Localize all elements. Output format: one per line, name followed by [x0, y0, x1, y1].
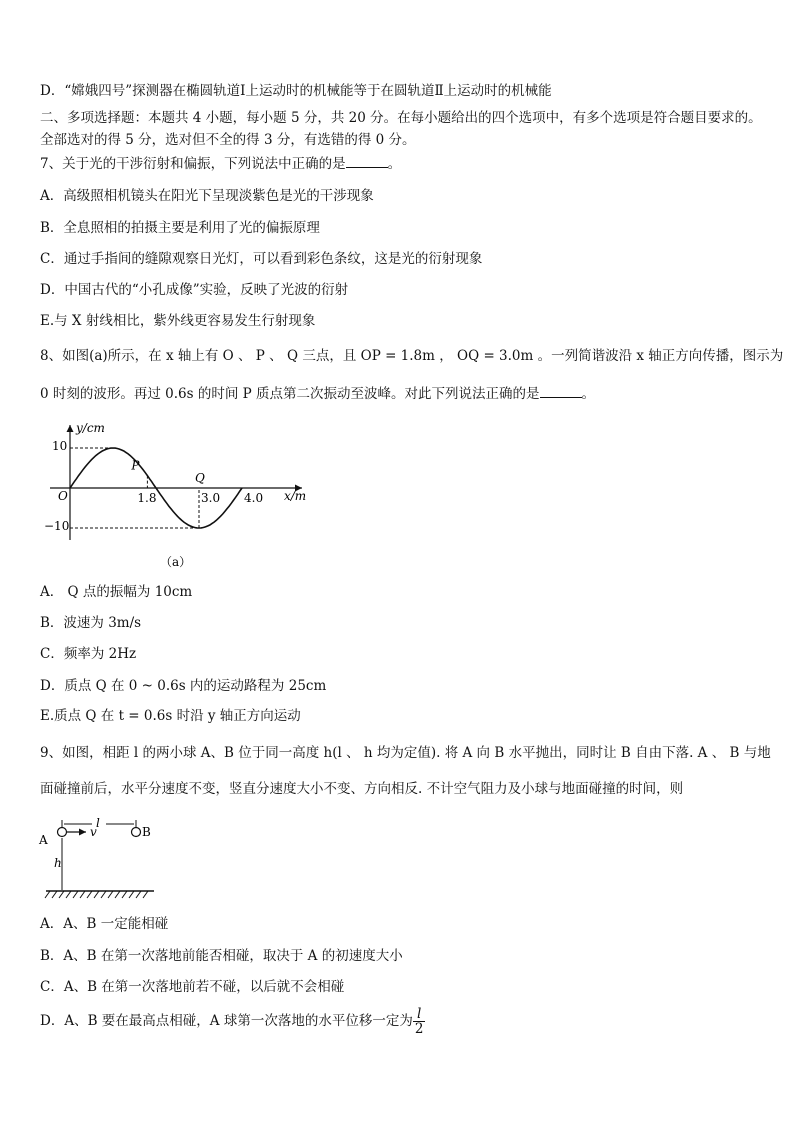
hatch-line: [73, 891, 78, 898]
q9-stem-line1: 9、如图，相距 l 的两小球 A、B 位于同一高度 h(l 、 h 均为定值). 将 A 向 B 水平抛出，同时让 B 自由下落. A 、 B 与地: [40, 745, 771, 761]
hatch-line: [129, 891, 134, 898]
q7-option-d: D．中国古代的“小孔成像”实验，反映了光波的衍射: [40, 282, 349, 298]
q6-option-d: D．“嫦娥四号”探测器在椭圆轨道Ⅰ上运动时的机械能等于在圆轨道Ⅱ上运动时的机械能: [40, 83, 552, 99]
hatch-line: [101, 891, 106, 898]
point-label-p: P: [131, 458, 140, 473]
q7-stem-end: 。: [387, 156, 402, 172]
q9-option-a: A．A、B 一定能相碰: [40, 916, 169, 932]
l-label: l: [96, 816, 100, 830]
origin-label: O: [58, 489, 68, 503]
point-label-q: Q: [195, 471, 205, 485]
balls-diagram: [36, 812, 166, 902]
figure-caption: （a）: [160, 555, 192, 569]
hatch-line: [87, 891, 92, 898]
ball-b-label: B: [142, 825, 151, 839]
fraction-denominator: 2: [414, 1021, 424, 1037]
fraction-numerator: l: [413, 1007, 426, 1022]
x-tick-3-0: 3.0: [201, 491, 221, 505]
ball-a-label: A: [39, 833, 48, 847]
q9-option-d: [40, 1006, 764, 1036]
q9-stem-line2: 面碰撞前后，水平分速度不变，竖直分速度大小不变、方向相反. 不计空气阻力及小球与地面碰撞的时间，则: [40, 781, 684, 797]
v-label: v: [90, 825, 97, 839]
q8-stem-line2: [40, 385, 764, 403]
q9-option-b: B．A、B 在第一次落地前能否相碰，取决于 A 的初速度大小: [40, 948, 403, 964]
y-tick-10: 10: [52, 439, 68, 453]
section2-heading: 二、多项选择题：本题共 4 小题，每小题 5 分，共 20 分。在每小题给出的四个选项中，有多个选项是符合题目要求的。: [40, 110, 762, 126]
x-axis-label: x/m: [284, 489, 307, 503]
ground-hatching: [45, 891, 148, 898]
q7-stem: [40, 155, 764, 173]
q7-option-b: B．全息照相的拍摄主要是利用了光的偏振原理: [40, 220, 320, 236]
hatch-line: [108, 891, 113, 898]
q7-option-a: A．高级照相机镜头在阳光下呈现淡紫色是光的干涉现象: [40, 188, 374, 204]
q8-option-b: B．波速为 3m/s: [40, 615, 142, 631]
hatch-line: [45, 891, 50, 898]
q8-answer-blank: [540, 385, 582, 398]
x-tick-4-0: 4.0: [244, 491, 264, 505]
h-label: h: [54, 856, 62, 870]
q8-option-e: E.质点 Q 在 t = 0.6s 时沿 y 轴正方向运动: [40, 708, 301, 724]
fraction-l-over-2: [413, 1007, 426, 1036]
q7-option-e: E.与 X 射线相比，紫外线更容易发生行射现象: [40, 313, 316, 329]
hatch-line: [94, 891, 99, 898]
q8-option-a: A． Q 点的振幅为 10cm: [40, 584, 193, 600]
q7-answer-blank: [346, 155, 388, 168]
y-tick-neg10: −10: [44, 519, 70, 533]
ball-a: [58, 828, 67, 837]
y-axis-label: y/cm: [76, 421, 105, 435]
q9-option-c: C．A、B 在第一次落地前若不碰，以后就不会相碰: [40, 979, 345, 995]
q8-stem-end: 。: [581, 386, 596, 402]
wave-chart: [40, 420, 320, 575]
hatch-line: [122, 891, 127, 898]
q9-option-d-text: D．A、B 要在最高点相碰，A 球第一次落地的水平位移一定为: [40, 1013, 413, 1029]
section2-heading-cont: 全部选对的得 5 分，选对但不全的得 3 分，有选错的得 0 分。: [40, 132, 416, 148]
x-tick-1-8: 1.8: [137, 491, 157, 505]
hatch-line: [59, 891, 64, 898]
q7-option-c: C．通过手指间的缝隙观察日光灯，可以看到彩色条纹，这是光的衍射现象: [40, 251, 483, 267]
hatch-line: [52, 891, 57, 898]
hatch-line: [115, 891, 120, 898]
q8-stem-line1: 8、如图(a)所示，在 x 轴上有 O 、 P 、 Q 三点，且 OP = 1.8m ， OQ = 3.0m 。一列简谐波沿 x 轴正方向传播，图示为: [40, 348, 784, 364]
q8-option-d: D．质点 Q 在 0 ~ 0.6s 内的运动路程为 25cm: [40, 678, 327, 694]
hatch-line: [80, 891, 85, 898]
hatch-line: [136, 891, 141, 898]
q8-stem-text: 0 时刻的波形。再过 0.6s 的时间 P 质点第二次振动至波峰。对此下列说法正确的是: [40, 386, 540, 402]
hatch-line: [66, 891, 71, 898]
q8-option-c: C．频率为 2Hz: [40, 646, 137, 662]
hatch-line: [143, 891, 148, 898]
ball-b: [132, 828, 141, 837]
q7-stem-text: 7、关于光的干涉衍射和偏振，下列说法中正确的是: [40, 156, 346, 172]
